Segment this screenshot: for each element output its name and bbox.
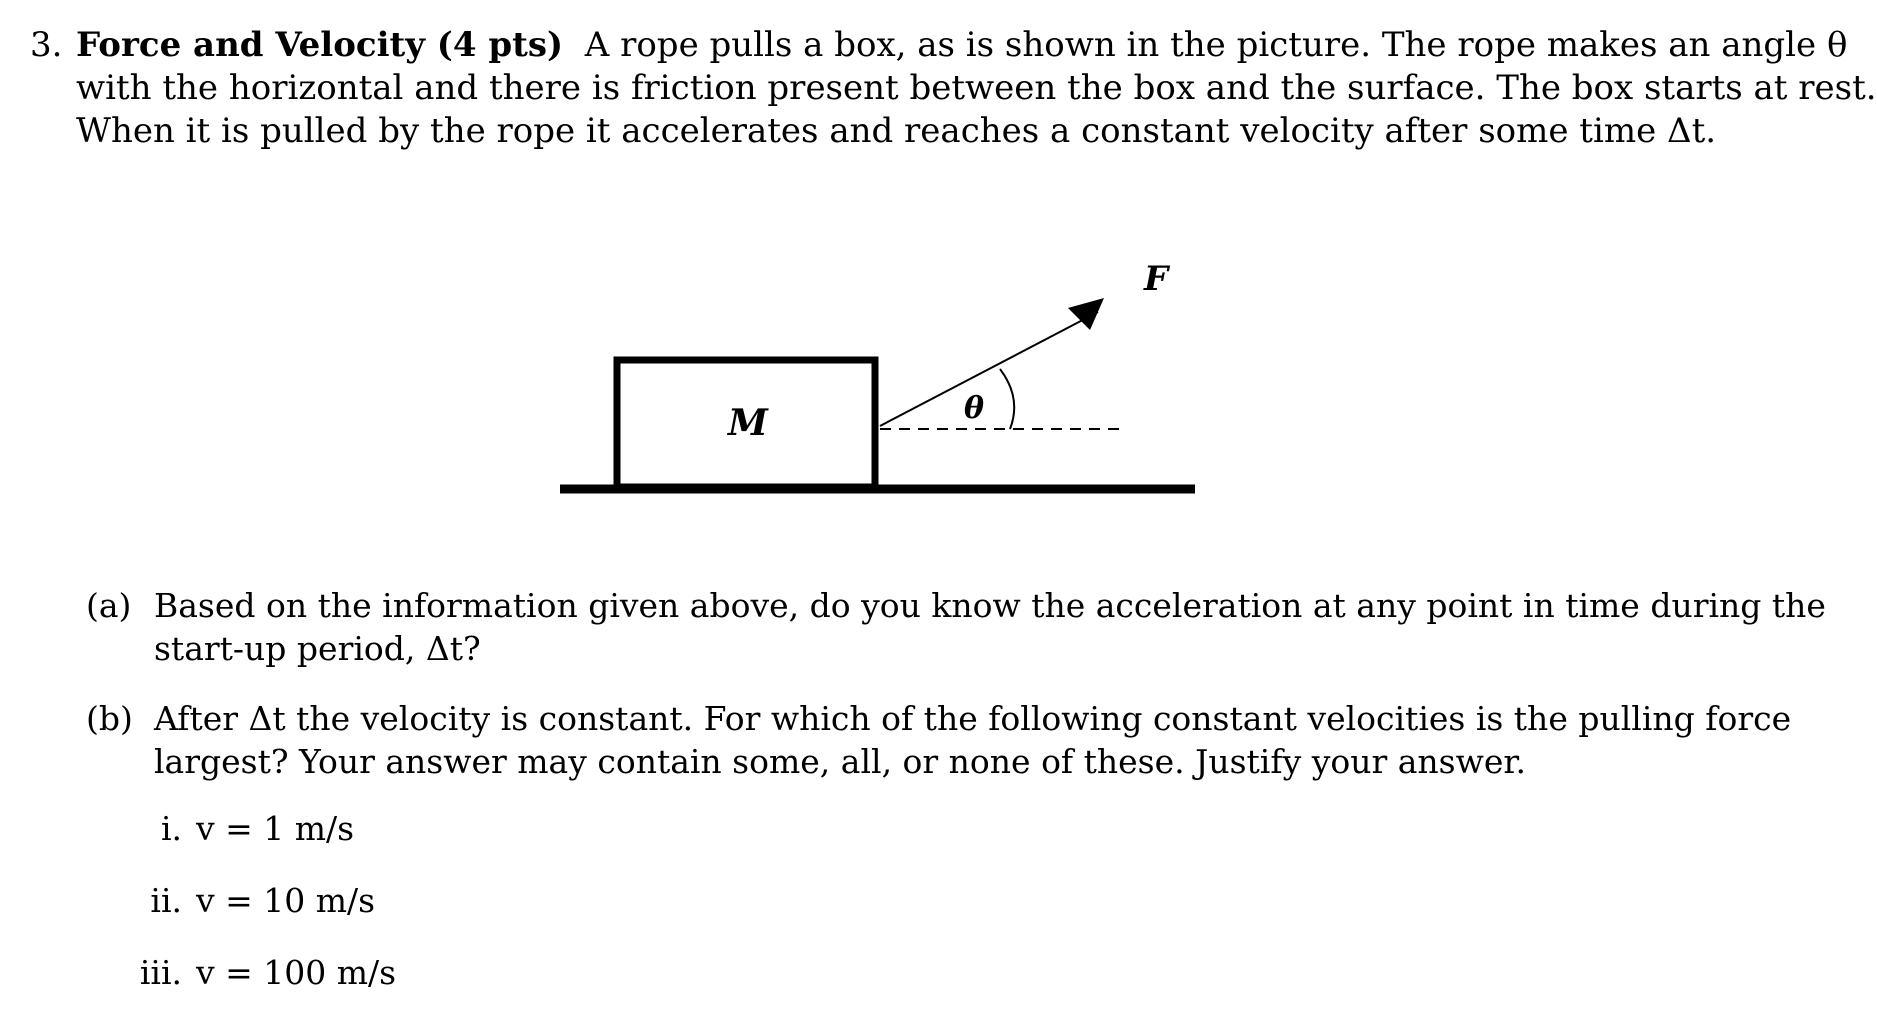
rope-line xyxy=(880,312,1098,426)
part-a-label: (a) xyxy=(86,586,132,625)
force-label: F xyxy=(1144,259,1169,299)
angle-arc xyxy=(1000,369,1014,429)
part-a-text-1: Based on the information given above, do you know the acceleration at any point in time during the xyxy=(154,586,1826,625)
force-diagram xyxy=(560,248,1220,508)
intro-line-2: with the horizontal and there is friction present between the box and the surface. The box starts at rest. xyxy=(76,68,1877,108)
part-b-line-2: largest? Your answer may contain some, all, or none of these. Justify your answer. xyxy=(154,742,1527,781)
intro-line-1 xyxy=(30,24,1848,67)
part-a xyxy=(86,584,1826,670)
force-diagram-svg xyxy=(560,248,1220,508)
intro-line-3: When it is pulled by the rope it accelerates and reaches a constant velocity after some time Δt. xyxy=(76,111,1717,151)
problem-number: 3. xyxy=(30,25,63,65)
box-mass-label: M xyxy=(728,402,768,444)
problem-statement xyxy=(30,24,1877,153)
intro-text-1: A rope pulls a box, as is shown in the picture. The rope makes an angle θ xyxy=(584,25,1848,65)
part-b xyxy=(86,697,1792,783)
part-b-line-1 xyxy=(86,697,1792,740)
option-label: iii. xyxy=(139,953,182,992)
option-text: v = 100 m/s xyxy=(196,953,397,992)
option-item xyxy=(120,809,354,849)
option-text: v = 10 m/s xyxy=(196,881,376,920)
angle-label: θ xyxy=(964,391,985,426)
part-b-text-1: After Δt the velocity is constant. For which of the following constant velocities is the pulling force xyxy=(154,699,1792,738)
option-label: i. xyxy=(160,809,182,848)
option-item xyxy=(120,881,375,921)
problem-title: Force and Velocity (4 pts) xyxy=(76,25,564,65)
part-b-label: (b) xyxy=(86,699,133,738)
part-a-line-1 xyxy=(86,584,1826,627)
part-a-line-2: start-up period, Δt? xyxy=(154,629,481,668)
option-label: ii. xyxy=(150,881,182,920)
option-item xyxy=(120,953,396,993)
option-text: v = 1 m/s xyxy=(196,809,355,848)
